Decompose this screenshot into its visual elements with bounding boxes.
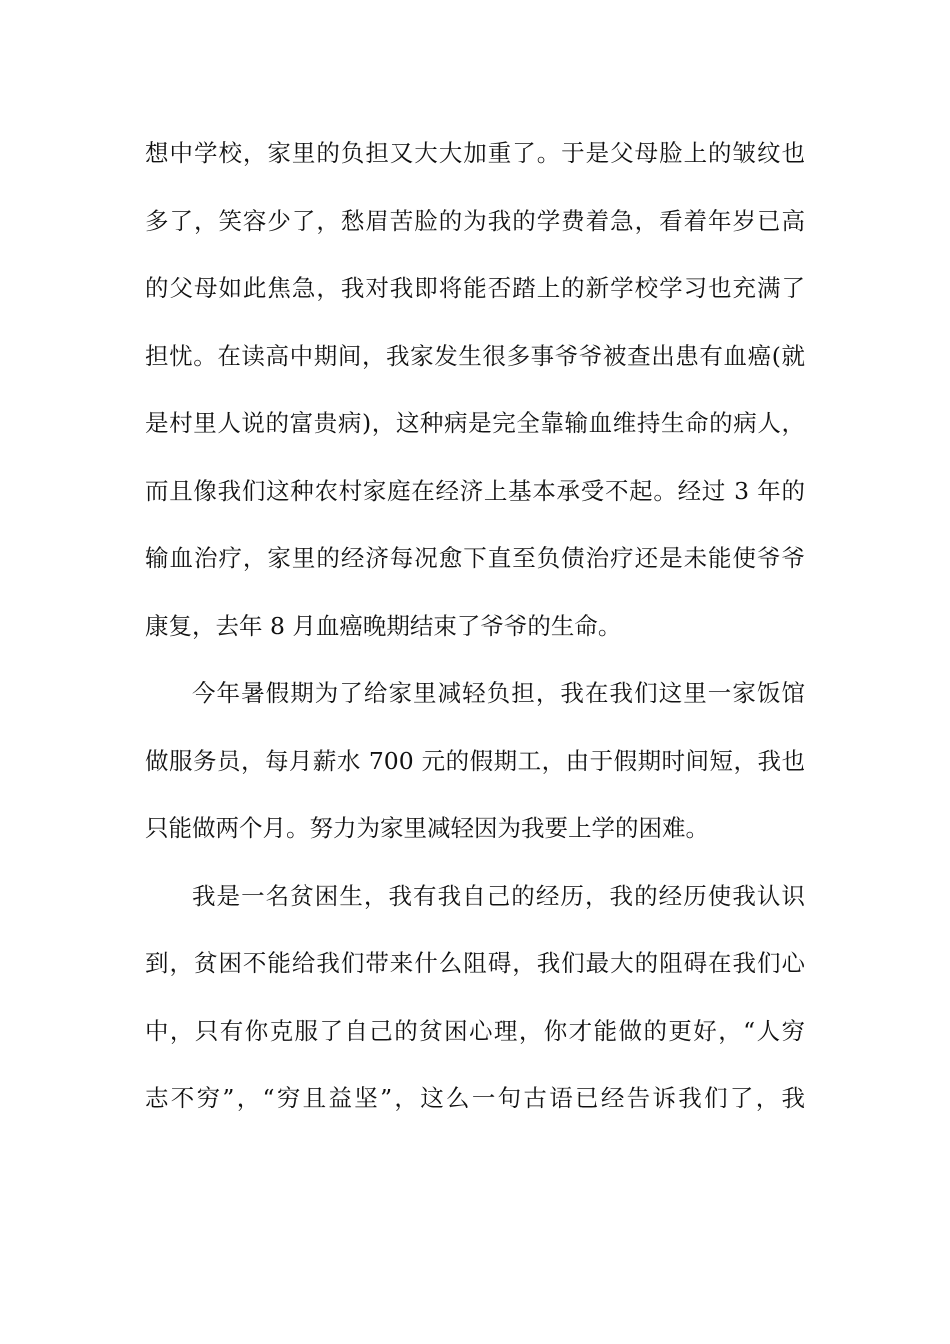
text-line: 我是一名贫困生，我有我自己的经历，我的经历使我认识 xyxy=(192,881,805,910)
text-line: 输血治疗，家里的经济每况愈下直至负债治疗还是未能使爷爷 xyxy=(145,544,805,572)
text-line: 志不穷”，“穷且益坚”，这么一句古语已经告诉我们了，我 xyxy=(145,1084,805,1112)
text-line: 康复，去年 8 月血癌晚期结束了爷爷的生命。 xyxy=(145,611,622,640)
text-line: 想中学校，家里的负担又大大加重了。于是父母脸上的皱纹也 xyxy=(145,139,805,167)
text-line: 中，只有你克服了自己的贫困心理，你才能做的更好，“人穷 xyxy=(145,1016,805,1045)
text-line: 是村里人说的富贵病)，这种病是完全靠输血维持生命的病人， xyxy=(145,409,805,437)
text-line: 担忧。在读高中期间，我家发生很多事爷爷被查出患有血癌(就 xyxy=(145,341,805,370)
text-line: 只能做两个月。努力为家里减轻因为我要上学的困难。 xyxy=(145,814,709,842)
body-text xyxy=(145,126,805,1139)
text-line: 今年暑假期为了给家里减轻负担，我在我们这里一家饭馆 xyxy=(192,679,805,707)
text-line: 的父母如此焦急，我对我即将能否踏上的新学校学习也充满了 xyxy=(145,274,805,302)
text-line: 到，贫困不能给我们带来什么阻碍，我们最大的阻碍在我们心 xyxy=(145,949,805,977)
text-line: 多了，笑容少了，愁眉苦脸的为我的学费着急，看着年岁已高 xyxy=(145,206,805,235)
text-line: 做服务员，每月薪水 700 元的假期工，由于假期时间短，我也 xyxy=(145,746,805,775)
text-line: 而且像我们这种农村家庭在经济上基本承受不起。经过 3 年的 xyxy=(145,476,805,505)
